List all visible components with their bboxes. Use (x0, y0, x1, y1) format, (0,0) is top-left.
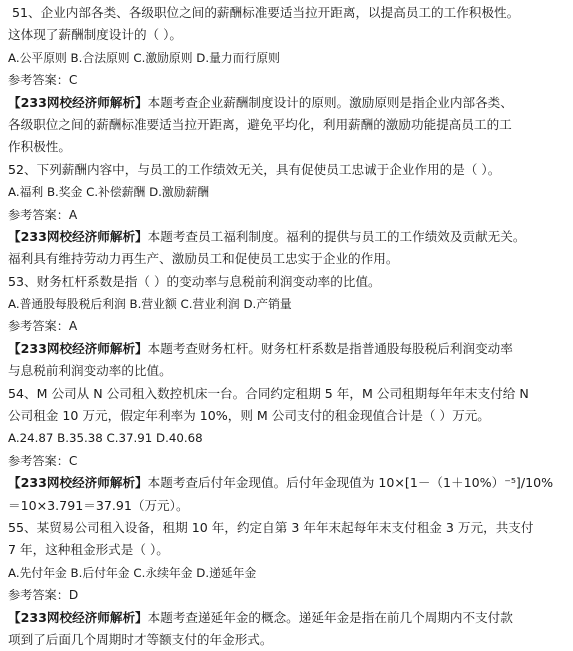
question-stem-line: 公司租金 10 万元，假定年利率为 10%，则 M 公司支付的租金现值合计是（ ）万元。 (8, 408, 490, 424)
question-stem-line: 7 年，这种租金形式是（ ）。 (8, 542, 169, 558)
question-stem-line: 55、某贸易公司租入设备，租期 10 年，约定自第 3 年年末起每年末支付租金 3 万元，共支付 (8, 519, 534, 535)
answer-options: A.福利 B.奖金 C.补偿薪酬 D.激励薪酬 (8, 185, 210, 200)
analysis-text: 本题考查后付年金现值。后付年金现值为 10×[1－（1＋10%）⁻⁵]/10% (147, 475, 554, 491)
question-54 (8, 383, 567, 517)
reference-answer: 参考答案：A (8, 319, 78, 334)
analysis-text: 本题考查员工福利制度。福利的提供与员工的工作绩效及贡献无关。 (147, 228, 526, 244)
analysis-tag: 【233网校经济师解析】 (8, 475, 148, 491)
reference-answer: 参考答案：C (8, 73, 78, 88)
answer-options: A.普通股每股税后利润 B.营业额 C.营业利润 D.产销量 (8, 297, 292, 312)
question-stem-line: 54、M 公司从 N 公司租入数控机床一台。合同约定租期 5 年，M 公司租期每年年末支付给 N (8, 385, 529, 401)
question-53 (8, 271, 567, 383)
analysis-line (8, 472, 567, 494)
analysis-line: 作积极性。 (8, 139, 71, 155)
reference-answer: 参考答案：A (8, 207, 78, 222)
question-55 (8, 517, 567, 651)
question-stem-line: 这体现了薪酬制度设计的（ ）。 (8, 27, 183, 43)
analysis-text: 本题考查财务杠杆。财务杠杆系数是指普通股每股税后利润变动率 (147, 340, 513, 356)
analysis-line (8, 92, 567, 114)
question-stem-line: 52、下列薪酬内容中，与员工的工作绩效无关，具有促使员工忠诚于企业作用的是（ ）。 (8, 161, 501, 177)
question-51 (8, 2, 567, 159)
analysis-text: 本题考查递延年金的概念。递延年金是指在前几个周期内不支付款 (147, 609, 513, 625)
analysis-tag: 【233网校经济师解析】 (8, 94, 148, 110)
answer-options: A.公平原则 B.合法原则 C.激励原则 D.量力而行原则 (8, 50, 280, 65)
analysis-tag: 【233网校经济师解析】 (8, 609, 148, 625)
analysis-line: 各级职位之间的薪酬标准要适当拉开距离，避免平均化，利用薪酬的激励功能提高员工的工 (8, 116, 512, 132)
answer-options: A.24.87 B.35.38 C.37.91 D.40.68 (8, 431, 203, 446)
analysis-line: 与息税前利润变动率的比值。 (8, 363, 172, 379)
reference-answer: 参考答案：D (8, 588, 79, 603)
analysis-line: 项到了后面几个周期时才等额支付的年金形式。 (8, 631, 273, 647)
analysis-tag: 【233网校经济师解析】 (8, 228, 148, 244)
analysis-text: 本题考查企业薪酬制度设计的原则。激励原则是指企业内部各类、 (147, 94, 513, 110)
question-stem-line: 51、企业内部各类、各级职位之间的薪酬标准要适当拉开距离，以提高员工的工作积极性。 (12, 5, 520, 20)
analysis-line: ＝10×3.791＝37.91（万元）。 (8, 497, 189, 513)
analysis-tag: 【233网校经济师解析】 (8, 340, 148, 356)
question-52 (8, 159, 567, 271)
reference-answer: 参考答案：C (8, 453, 78, 468)
analysis-line (8, 226, 567, 248)
analysis-line (8, 607, 567, 629)
answer-options: A.先付年金 B.后付年金 C.永续年金 D.递延年金 (8, 565, 257, 580)
analysis-line: 福利具有维持劳动力再生产、激励员工和促使员工忠实于企业的作用。 (8, 251, 399, 267)
question-stem-line: 53、财务杠杆系数是指（ ）的变动率与息税前利润变动率的比值。 (8, 273, 381, 289)
analysis-line (8, 338, 567, 360)
